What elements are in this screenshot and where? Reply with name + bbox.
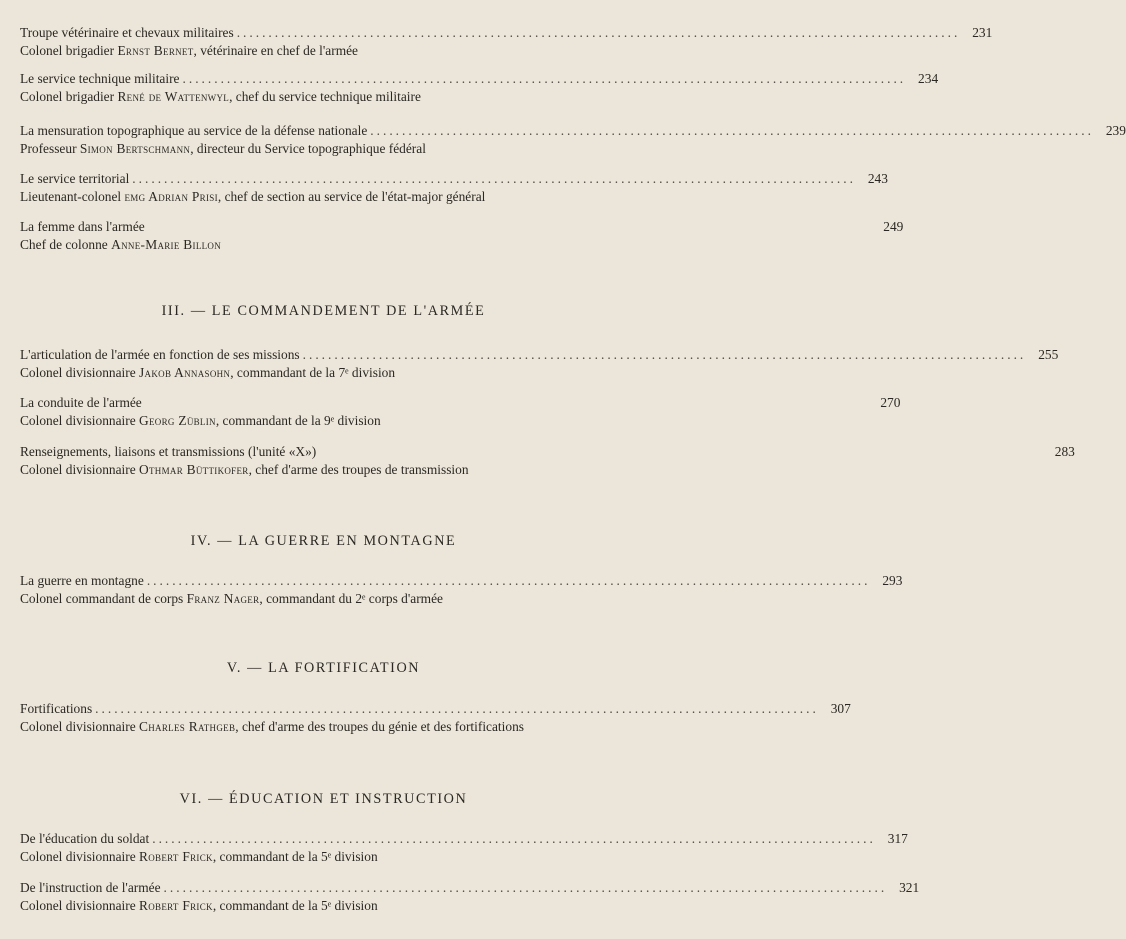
page-number: 255 (1038, 347, 1059, 362)
author-name: René de Wattenwyl (117, 89, 230, 104)
toc-entry (20, 830, 908, 866)
author-name: Anne-Marie Billon (111, 237, 222, 252)
entry-title: L'articulation de l'armée en fonction de ses missions (20, 347, 300, 362)
toc-entry (20, 700, 851, 736)
dot-leader: .................................................................................................................. (236, 25, 961, 40)
author-name: Othmar Büttikofer (139, 462, 249, 477)
section-heading: VI. — ÉDUCATION ET INSTRUCTION (179, 791, 468, 807)
author-rank: Colonel brigadier (20, 89, 115, 104)
page-number: 283 (1054, 444, 1075, 459)
toc-entry (20, 24, 993, 60)
author-name: Charles Rathgeb (139, 719, 236, 734)
toc-entry (20, 170, 888, 206)
author-name: Georg Züblin (139, 413, 216, 428)
toc-entry (20, 572, 903, 608)
entry-title: Le service technique militaire (20, 71, 180, 86)
toc-entry (20, 394, 901, 430)
toc-entry (20, 346, 1059, 382)
dot-leader: .................................................................................................................. (163, 880, 888, 895)
author-rank: Colonel divisionnaire (20, 462, 136, 477)
author-name: Jakob Annasohn (139, 365, 231, 380)
dot-leader: .................................................................................................................. (370, 123, 1094, 138)
entry-title: La conduite de l'armée (20, 395, 142, 410)
author-rank: Colonel divisionnaire (20, 849, 136, 864)
author-rank: Lieutenant-colonel (20, 189, 122, 204)
entry-title: De l'instruction de l'armée (20, 880, 161, 895)
page-number: 307 (830, 701, 851, 716)
author-name: Franz Nager (186, 591, 260, 606)
dot-leader: .................................................................................................................. (95, 701, 819, 716)
entry-title: De l'éducation du soldat (20, 831, 150, 846)
page-number: 234 (918, 71, 939, 86)
author-role: , vétérinaire en chef de l'armée (193, 43, 359, 58)
author-rank: Colonel divisionnaire (20, 413, 136, 428)
page-number: 321 (899, 880, 920, 895)
author-rank: Colonel divisionnaire (20, 719, 136, 734)
toc-entry (20, 70, 939, 106)
author-role: , commandant de la 9ᵉ division (215, 413, 381, 428)
dot-leader: .................................................................................................................. (302, 347, 1027, 362)
author-name: Simon Bertschmann (79, 141, 191, 156)
author-role: , commandant de la 7ᵉ division (230, 365, 396, 380)
dot-leader: .................................................................................................................. (146, 573, 871, 588)
page-number: 270 (880, 395, 901, 410)
entry-title: Le service territorial (20, 171, 130, 186)
entry-title: Fortifications (20, 701, 93, 716)
author-name: emg Adrian Prisi (124, 189, 218, 204)
section-heading: III. — LE COMMANDEMENT DE L'ARMÉE (161, 303, 486, 319)
author-role: , commandant de la 5ᵉ division (212, 898, 378, 913)
author-rank: Professeur (20, 141, 77, 156)
toc-entry (20, 218, 904, 254)
author-rank: Colonel brigadier (20, 43, 115, 58)
author-rank: Colonel divisionnaire (20, 365, 136, 380)
author-name: Robert Frick (139, 898, 213, 913)
author-role: , chef de section au service de l'état-major général (217, 189, 486, 204)
page-number: 293 (882, 573, 903, 588)
dot-leader: .................................................................................................................. (132, 171, 856, 186)
entry-title: Troupe vétérinaire et chevaux militaires (20, 25, 234, 40)
toc-entry (20, 122, 1126, 158)
page-number: 231 (972, 25, 993, 40)
author-rank: Chef de colonne (20, 237, 108, 252)
dot-leader: .................................................................................................................. (152, 831, 876, 846)
entry-title: La mensuration topographique au service de la défense nationale (20, 123, 368, 138)
author-role: , commandant de la 5ᵉ division (212, 849, 378, 864)
author-role: , commandant du 2ᵉ corps d'armée (259, 591, 443, 606)
toc-entry (20, 879, 920, 915)
entry-title: La guerre en montagne (20, 573, 144, 588)
section-heading: V. — LA FORTIFICATION (226, 660, 421, 676)
author-role: , chef d'arme des troupes de transmission (248, 462, 469, 477)
author-name: Ernst Bernet (117, 43, 194, 58)
page-number: 243 (867, 171, 888, 186)
page-number: 317 (887, 831, 908, 846)
author-role: , chef du service technique militaire (229, 89, 421, 104)
author-name: Robert Frick (139, 849, 213, 864)
section-heading: IV. — LA GUERRE EN MONTAGNE (190, 533, 457, 549)
entry-title: La femme dans l'armée (20, 219, 145, 234)
entry-title: Renseignements, liaisons et transmissions (l'unité «X») (20, 444, 317, 459)
author-role: , chef d'arme des troupes du génie et des fortifications (235, 719, 524, 734)
author-rank: Colonel divisionnaire (20, 898, 136, 913)
dot-leader: .................................................................................................................. (182, 71, 907, 86)
page-number: 249 (883, 219, 904, 234)
author-rank: Colonel commandant de corps (20, 591, 184, 606)
author-role: , directeur du Service topographique fédéral (190, 141, 426, 156)
page-number: 239 (1105, 123, 1126, 138)
toc-entry (20, 443, 1075, 479)
